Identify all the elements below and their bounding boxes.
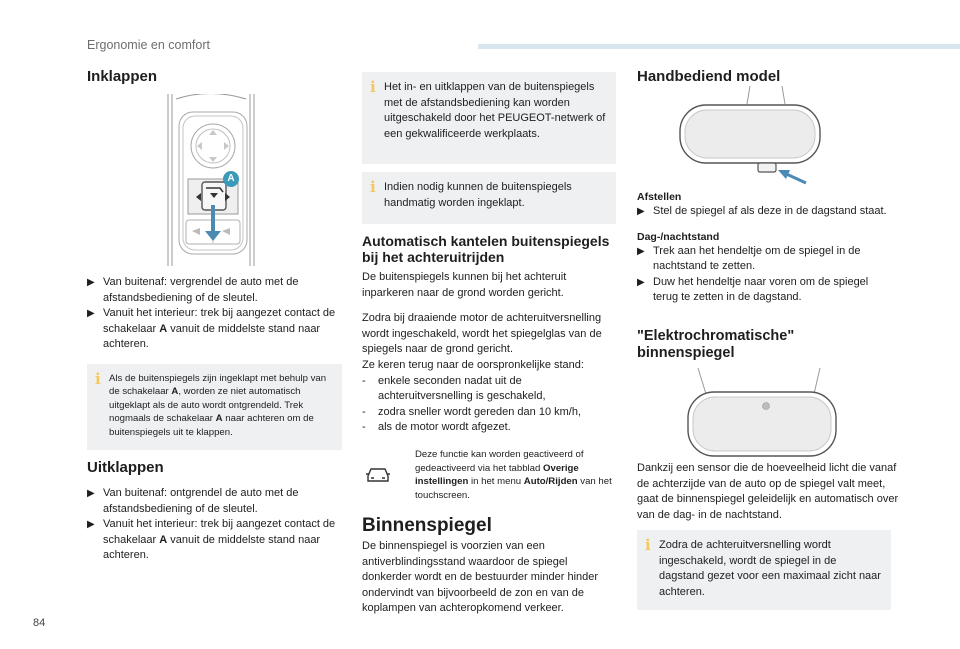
- figure-badge-a: A: [223, 171, 239, 187]
- info-icon: i: [370, 178, 376, 196]
- afstellen-step: ▶ Stel de spiegel af als deze in de dagstand staat.: [637, 204, 887, 220]
- section-title: Ergonomie en comfort: [87, 38, 210, 52]
- info-icon: i: [370, 78, 376, 96]
- elektro-paragraph: Dankzij een sensor die de hoeveelheid licht die vanaf de achterzijde van de auto op de spiegel valt meet, gaat de binnenspiegel geleidelijk en automatisch over van de dag- in de nachtstand.: [637, 462, 899, 521]
- header-bar: [478, 44, 960, 49]
- inklappen-heading: Inklappen: [87, 68, 158, 85]
- info-icon: i: [95, 370, 101, 388]
- list-item: - enkele seconden nadat uit de achteruitversnelling is geschakeld,: [362, 374, 546, 403]
- afstellen-label: Afstellen: [637, 191, 682, 203]
- elektro-heading: "Elektrochromatische" binnenspiegel: [637, 328, 795, 361]
- bullet-icon: ▶: [87, 277, 95, 288]
- touchscreen-note: Deze functie kan worden geactiveerd of gedeactiveerd via het tabblad Overige instellingen in het menu Auto/Rijden van het touchscreen.: [365, 448, 621, 502]
- inklappen-step-2: ▶ Vanuit het interieur: trek bij aangezet contact de schakelaar A vanuit de middelste stand naar achteren.: [87, 307, 336, 351]
- auto-tilt-paragraph-3: Ze keren terug naar de oorspronkelijke stand:: [362, 358, 584, 371]
- info-remote-folding: i Het in- en uitklappen van de buitenspiegels met de afstandsbediening kan worden uitgeschakeld door het PEUGEOT-netwerk of een gekwalificeerde werkplaats.: [362, 72, 616, 164]
- bullet-icon: ▶: [637, 206, 645, 217]
- binnenspiegel-paragraph: De binnenspiegel is voorzien van een antiverblindingsstand waardoor de spiegel donkerder wordt en de bestuurder minder hinder ondervindt van bijvoorbeeld de zon en van de koplampen van achteropkomend verkeer.: [362, 540, 599, 615]
- car-icon: [365, 466, 391, 484]
- bullet-icon: ▶: [637, 276, 645, 288]
- info-icon: i: [645, 536, 651, 554]
- list-item: - zodra sneller wordt gereden dan 10 km/h,: [362, 405, 582, 418]
- bullet-icon: ▶: [87, 308, 95, 320]
- page-number: 84: [33, 617, 46, 629]
- dagnacht-step-2: ▶ Duw het hendeltje naar voren om de spiegel terug te zetten in de dagstand.: [637, 275, 869, 304]
- note-inklappen: i Als de buitenspiegels zijn ingeklapt met behulp van de schakelaar A, worden ze niet automatisch uitgeklapt als de auto wordt ontgrendeld. Trek nogmaals de schakelaar A naar achteren om de buitenspiegels uit te klappen.: [87, 364, 342, 450]
- uitklappen-step-2: ▶ Vanuit het interieur: trek bij aangezet contact de schakelaar A vanuit de middelste stand naar achteren.: [87, 518, 336, 562]
- info-reverse-day-mode: i Zodra de achteruitversnelling wordt ingeschakeld, wordt de spiegel in de dagstand gezet voor een maximaal zicht naar achteren.: [637, 530, 891, 610]
- info-manual-folding: i Indien nodig kunnen de buitenspiegels handmatig worden ingeklapt.: [362, 172, 616, 224]
- list-item: - als de motor wordt afgezet.: [362, 421, 511, 434]
- bullet-icon: ▶: [637, 245, 645, 257]
- handbediend-heading: Handbediend model: [637, 68, 781, 85]
- dagnacht-step-1: ▶ Trek aan het hendeltje om de spiegel in de nachtstand te zetten.: [637, 244, 861, 273]
- auto-tilt-paragraph-2: Zodra bij draaiende motor de achteruitversnelling wordt ingeschakeld, wordt het spiegelglas van de spiegels naar de grond gericht.: [362, 312, 602, 356]
- bullet-icon: ▶: [87, 519, 95, 531]
- binnenspiegel-heading: Binnenspiegel: [362, 515, 492, 536]
- mirror-switch-illustration: [150, 94, 270, 266]
- dagnacht-label: Dag-/nachtstand: [637, 230, 720, 243]
- manual-mirror-illustration: [672, 86, 832, 190]
- uitklappen-heading: Uitklappen: [87, 459, 164, 476]
- uitklappen-step-1: ▶ Van buitenaf: ontgrendel de auto met de afstandsbediening of de sleutel.: [87, 487, 299, 515]
- inklappen-step-1: ▶ Van buitenaf: vergrendel de auto met de afstandsbediening of de sleutel.: [87, 276, 299, 304]
- light-sensor-icon: [763, 403, 770, 410]
- auto-tilt-heading: Automatisch kantelen buitenspiegels bij het achteruitrijden: [362, 233, 610, 265]
- auto-tilt-paragraph-1: De buitenspiegels kunnen bij het achteruit inparkeren naar de grond worden gericht.: [362, 271, 567, 299]
- bullet-icon: ▶: [87, 488, 95, 499]
- electrochromic-mirror-illustration: [684, 368, 844, 460]
